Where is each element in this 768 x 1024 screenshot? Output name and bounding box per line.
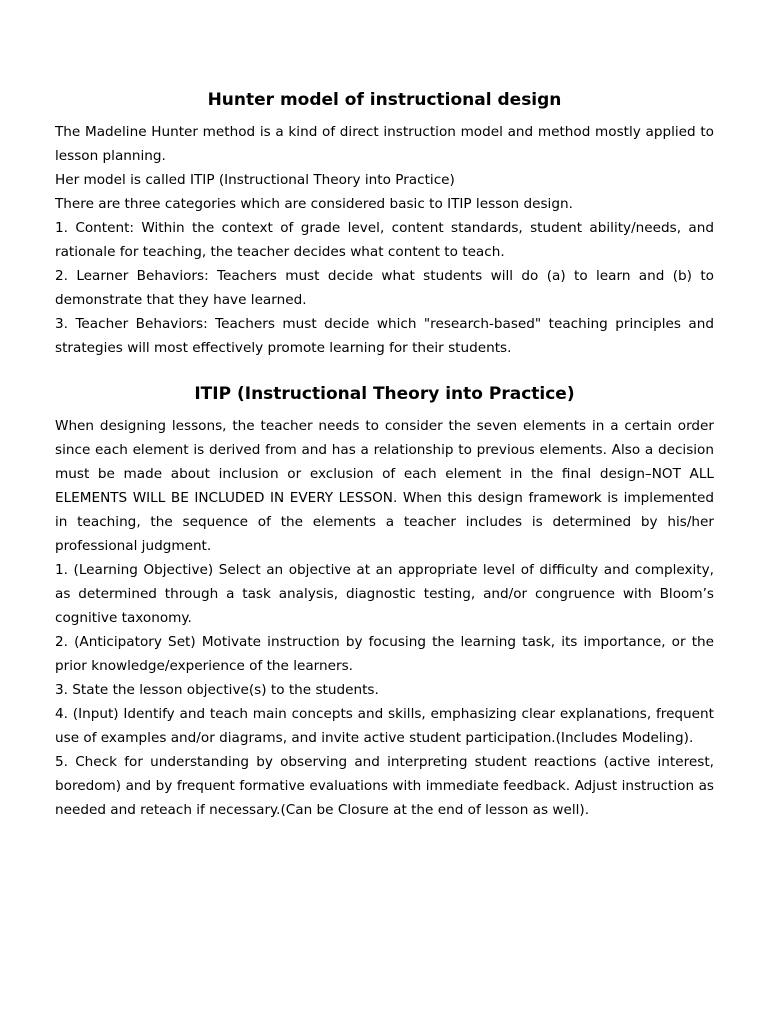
- list-item-learner-behaviors: 2. Learner Behaviors: Teachers must decide what students will do (a) to learn and (b) to demonstrate that they have learned.: [55, 268, 714, 308]
- section-title-hunter-model: Hunter model of instructional design: [207, 90, 562, 110]
- paragraph-itip-name: Her model is called ITIP (Instructional Theory into Practice): [55, 172, 455, 188]
- list-item-content: 1. Content: Within the context of grade level, content standards, student ability/needs, and rationale for teaching, the teacher decides what content to teach.: [55, 220, 714, 260]
- section-title-itip: ITIP (Instructional Theory into Practice): [194, 384, 575, 404]
- paragraph-categories: There are three categories which are considered basic to ITIP lesson design.: [55, 196, 573, 212]
- paragraph-designing-lessons: When designing lessons, the teacher needs to consider the seven elements in a certain order since each element is derived from and has a relationship to previous elements. Also a decision must be made about inclusion or exclusion of each element in the final design–NOT ALL ELEMENTS WILL BE INCLUDED IN EVERY LESSON. When this design framework is implemented in teaching, the sequence of the elements a teacher includes is determined by his/her professional judgment.: [55, 418, 714, 554]
- list-item-teacher-behaviors: 3. Teacher Behaviors: Teachers must decide which "research-based" teaching principles and strategies will most effectively promote learning for their students.: [55, 316, 714, 356]
- list-item-input: 4. (Input) Identify and teach main concepts and skills, emphasizing clear explanations, frequent use of examples and/or diagrams, and invite active student participation.(Includes Modeling).: [55, 706, 714, 746]
- list-item-check-understanding: 5. Check for understanding by observing and interpreting student reactions (active interest, boredom) and by frequent formative evaluations with immediate feedback. Adjust instruction as needed and reteach if necessary.(Can be Closure at the end of lesson as well).: [55, 754, 714, 818]
- list-item-anticipatory-set: 2. (Anticipatory Set) Motivate instruction by focusing the learning task, its importance, or the prior knowledge/experience of the learners.: [55, 634, 714, 674]
- paragraph-intro: The Madeline Hunter method is a kind of direct instruction model and method mostly applied to lesson planning.: [55, 124, 714, 164]
- list-item-learning-objective: 1. (Learning Objective) Select an objective at an appropriate level of difficulty and complexity, as determined through a task analysis, diagnostic testing, and/or congruence with Bloom’s cognitive taxonomy.: [55, 562, 714, 626]
- list-item-state-objective: 3. State the lesson objective(s) to the students.: [55, 682, 379, 698]
